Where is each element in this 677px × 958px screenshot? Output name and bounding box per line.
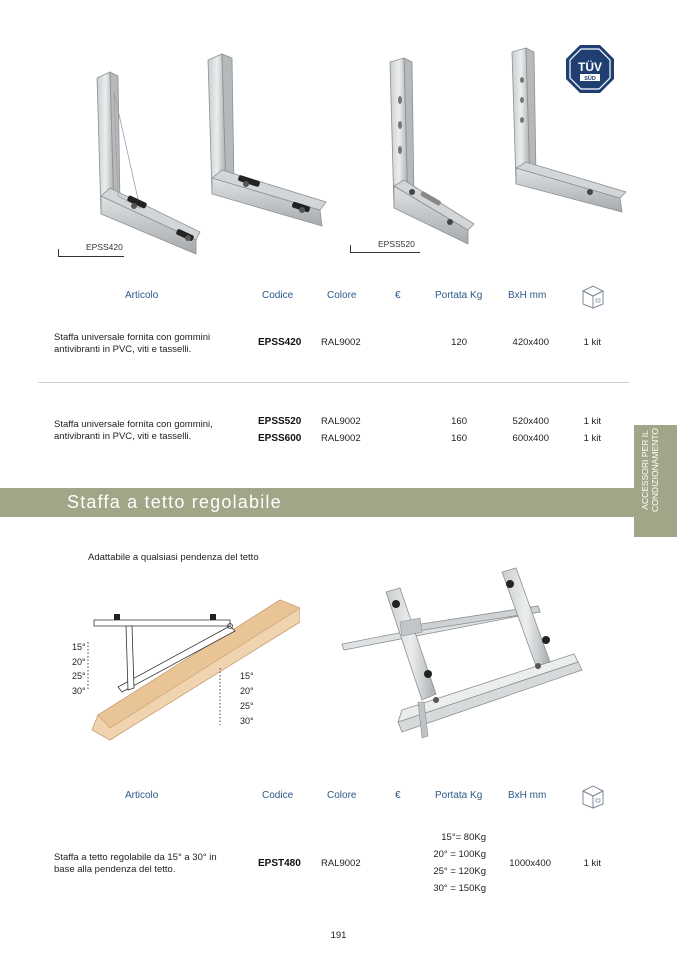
angle-left-30: 30° [72,686,86,696]
header-prezzo: € [395,290,401,301]
box-icon [580,283,606,314]
angle-left-25: 25° [72,671,86,681]
angle-right-25: 25° [240,701,254,711]
bracket-illustrations-top [0,0,677,270]
side-category-label [640,415,660,525]
row3-color: RAL9002 [321,858,361,869]
angle-left-20: 20° [72,657,86,667]
angle-right-15: 15° [240,671,254,681]
row2-description-line1: Staffa universale fornita con gommini, [54,419,213,430]
angle-right-30: 30° [240,716,254,726]
row2-code-a: EPSS520 [258,416,302,427]
product-label-line-1 [58,256,124,257]
row2-size-a: 520x400 [512,416,549,427]
header2-dimensioni: BxH mm [508,790,547,801]
row2-description-line2: antivibranti in PVC, viti e tasselli. [54,431,192,442]
roof-subtitle: Adattabile a qualsiasi pendenza del tetto [88,552,259,563]
roof-angle-diagram [70,580,300,750]
row3-load-25: 25° = 120Kg [433,866,486,877]
row1-size: 420x400 [512,337,549,348]
row2-size-b: 600x400 [512,433,549,444]
box-icon [580,783,606,814]
product-label-epss420: EPSS420 [86,242,123,252]
header-colore: Colore [327,290,357,301]
product-label-line-2 [350,252,420,253]
row3-pack: 1 kit [583,858,601,869]
row3-description-line1: Staffa a tetto regolabile da 15° a 30° in [54,852,217,863]
header-articolo: Articolo [125,290,159,301]
row2-code-b: EPSS600 [258,433,302,444]
table-separator [38,382,629,383]
header2-colore: Colore [327,790,357,801]
row1-description-line1: Staffa universale fornita con gommini [54,332,211,343]
svg-text:TÜV: TÜV [578,60,602,74]
row1-color: RAL9002 [321,337,361,348]
bracket-epss520-image [390,58,474,244]
row3-load-30: 30° = 150Kg [433,883,486,894]
product-label-line-1v [58,249,59,257]
bracket-large-image [208,54,326,226]
row1-load: 120 [451,337,467,348]
side-category-line2: CONDIZIONAMENTO [650,428,660,512]
roof-bracket-image [338,562,588,742]
page-number: 191 [330,930,347,941]
row2-load-b: 160 [451,433,467,444]
row2-color-a: RAL9002 [321,416,361,427]
tuv-sud-logo [565,44,615,94]
row3-code: EPST480 [258,858,301,869]
header-codice: Codice [262,290,294,301]
header2-prezzo: € [395,790,401,801]
section-title: Staffa a tetto regolabile [67,492,282,512]
row1-pack: 1 kit [583,337,601,348]
row3-description-line2: base alla pendenza del tetto. [54,864,176,875]
angle-right-20: 20° [240,686,254,696]
row1-code: EPSS420 [258,337,302,348]
svg-text:SÜD: SÜD [584,76,596,82]
side-category-line1: ACCESSORI PER IL [640,430,650,510]
bracket-epss420-image [97,72,200,254]
row2-color-b: RAL9002 [321,433,361,444]
header2-portata: Portata Kg [435,790,483,801]
product-label-epss520: EPSS520 [378,239,415,249]
row3-size: 1000x400 [509,858,551,869]
header2-articolo: Articolo [125,790,159,801]
row2-pack-a: 1 kit [583,416,601,427]
row1-description-line2: antivibranti in PVC, viti e tasselli. [54,344,192,355]
row2-load-a: 160 [451,416,467,427]
row3-load-15: 15°= 80Kg [441,832,486,843]
angle-left-15: 15° [72,642,86,652]
product-label-line-2v [350,245,351,253]
row3-load-20: 20° = 100Kg [433,849,486,860]
header2-codice: Codice [262,790,294,801]
row2-pack-b: 1 kit [583,433,601,444]
header-portata: Portata Kg [435,290,483,301]
header-dimensioni: BxH mm [508,290,547,301]
